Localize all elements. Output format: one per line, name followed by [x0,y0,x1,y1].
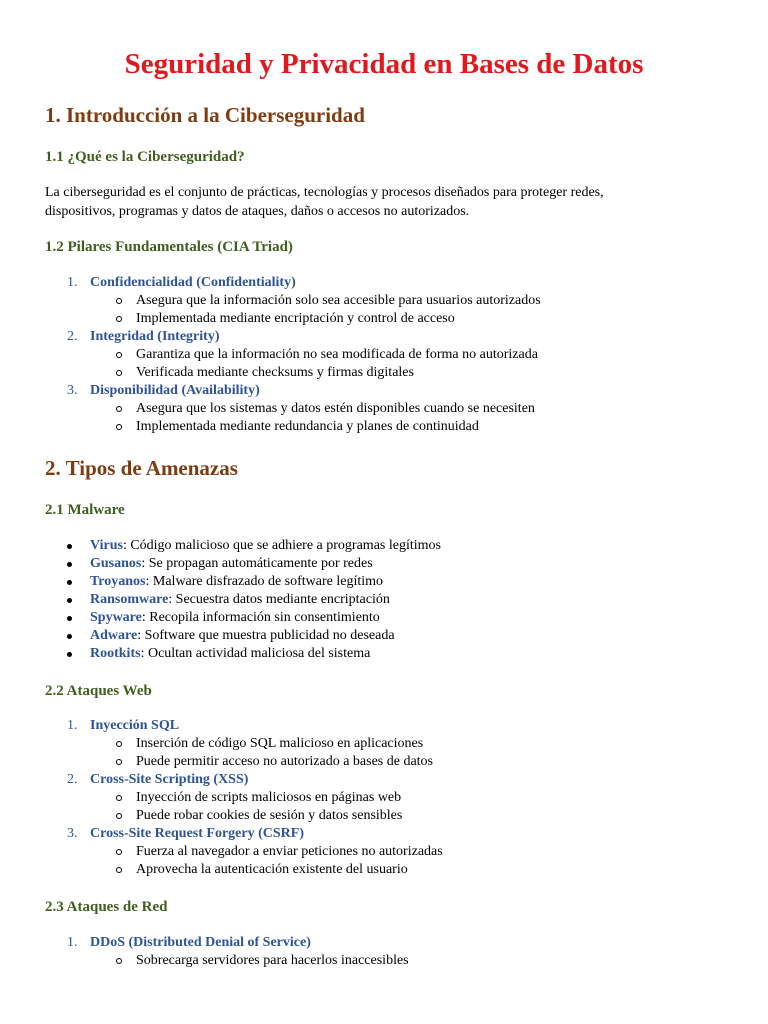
list-term: Spyware [90,610,142,625]
sub-list-text: Verificada mediante checksums y firmas digitales [136,365,414,380]
sub-list-text: Asegura que la información solo sea accesible para usuarios autorizados [136,293,541,308]
intro-paragraph [45,183,705,221]
list-item [0,717,768,735]
cia-triad-list [0,274,768,436]
sub-list-text: Inserción de código SQL malicioso en aplicaciones [136,736,424,751]
list-number: 3. [67,383,78,398]
sub-list-text: Asegura que los sistemas y datos estén disponibles cuando se necesiten [136,401,535,416]
list-term: Virus [90,538,123,553]
bullet-dot-icon [67,562,72,567]
sub-list-item [0,346,768,364]
list-description: : Ocultan actividad maliciosa del sistema [140,646,371,661]
section-heading-tipos-amenazas: 2. Tipos de Amenazas [45,456,238,480]
bullet-dot-icon [67,580,72,585]
paragraph-line: La ciberseguridad es el conjunto de prácticas, tecnologías y procesos diseñados para proteger redes, [45,185,604,200]
list-description: : Secuestra datos mediante encriptación [168,592,390,607]
list-number: 2. [67,772,78,787]
list-item [0,537,768,555]
list-term: Disponibilidad (Availability) [90,383,260,398]
circle-bullet-icon [116,741,122,747]
sub-list-item [0,418,768,436]
list-item [0,274,768,292]
circle-bullet-icon [116,406,122,412]
network-attacks-list [0,934,768,970]
list-description: : Software que muestra publicidad no deseada [137,628,395,643]
list-description: : Código malicioso que se adhiere a programas legítimos [122,538,441,553]
list-item [0,573,768,591]
list-number: 1. [67,935,78,950]
list-term: Confidencialidad (Confidentiality) [90,275,296,290]
list-term: DDoS (Distributed Denial of Service) [90,935,311,950]
list-number: 3. [67,826,78,841]
list-number: 1. [67,275,78,290]
list-term: Integridad (Integrity) [90,329,220,344]
sub-list-item [0,364,768,382]
sub-list-item [0,952,768,970]
list-term: Adware [90,628,138,643]
circle-bullet-icon [116,867,122,873]
list-term: Inyección SQL [90,718,180,733]
sub-list-text: Garantiza que la información no sea modificada de forma no autorizada [136,347,538,362]
web-attacks-list [0,717,768,879]
sub-list-text: Fuerza al navegador a enviar peticiones no autorizadas [136,844,443,859]
list-description: : Malware disfrazado de software legítimo [145,574,384,589]
list-item [0,328,768,346]
circle-bullet-icon [116,298,122,304]
list-description: : Se propagan automáticamente por redes [141,556,373,571]
sub-list-text: Implementada mediante encriptación y control de acceso [136,311,455,326]
bullet-dot-icon [67,598,72,603]
sub-list-item [0,843,768,861]
list-item [0,555,768,573]
sub-list-item [0,735,768,753]
paragraph-line: dispositivos, programas y datos de ataques, daños o accesos no autorizados. [45,204,470,219]
list-term: Ransomware [90,592,169,607]
sub-list-item [0,292,768,310]
list-item [0,591,768,609]
sub-list-text: Implementada mediante redundancia y planes de continuidad [136,419,479,434]
circle-bullet-icon [116,759,122,765]
list-term: Gusanos [90,556,142,571]
list-item [0,382,768,400]
list-description: : Recopila información sin consentimiento [141,610,380,625]
subsection-heading-ataques-web: 2.2 Ataques Web [45,683,152,699]
malware-list [0,537,768,663]
sub-list-item [0,753,768,771]
bullet-dot-icon [67,544,72,549]
list-term: Cross-Site Scripting (XSS) [90,772,249,787]
sub-list-item [0,400,768,418]
list-item [0,771,768,789]
circle-bullet-icon [116,849,122,855]
circle-bullet-icon [116,958,122,964]
list-item [0,609,768,627]
subsection-heading-ataques-red: 2.3 Ataques de Red [45,899,168,915]
sub-list-text: Aprovecha la autenticación existente del usuario [136,862,408,877]
list-number: 2. [67,329,78,344]
list-number: 1. [67,718,78,733]
document-title: Seguridad y Privacidad en Bases de Datos [124,48,644,80]
sub-list-item [0,310,768,328]
list-item [0,825,768,843]
list-item [0,934,768,952]
subsection-heading-malware: 2.1 Malware [45,502,125,518]
bullet-dot-icon [67,652,72,657]
subsection-heading-pilares: 1.2 Pilares Fundamentales (CIA Triad) [45,239,293,255]
sub-list-item [0,807,768,825]
circle-bullet-icon [116,795,122,801]
circle-bullet-icon [116,424,122,430]
circle-bullet-icon [116,813,122,819]
sub-list-text: Puede permitir acceso no autorizado a bases de datos [136,754,434,769]
section-heading-introduccion: 1. Introducción a la Ciberseguridad [45,103,365,127]
list-term: Cross-Site Request Forgery (CSRF) [90,826,304,841]
list-term: Rootkits [90,646,141,661]
sub-list-item [0,861,768,879]
subsection-heading-que-es: 1.1 ¿Qué es la Ciberseguridad? [45,149,245,165]
list-item [0,645,768,663]
circle-bullet-icon [116,370,122,376]
sub-list-text: Sobrecarga servidores para hacerlos inaccesibles [136,953,409,968]
bullet-dot-icon [67,634,72,639]
sub-list-text: Puede robar cookies de sesión y datos sensibles [136,808,403,823]
circle-bullet-icon [116,352,122,358]
circle-bullet-icon [116,316,122,322]
list-item [0,627,768,645]
bullet-dot-icon [67,616,72,621]
sub-list-text: Inyección de scripts maliciosos en páginas web [136,790,402,805]
list-term: Troyanos [90,574,146,589]
sub-list-item [0,789,768,807]
